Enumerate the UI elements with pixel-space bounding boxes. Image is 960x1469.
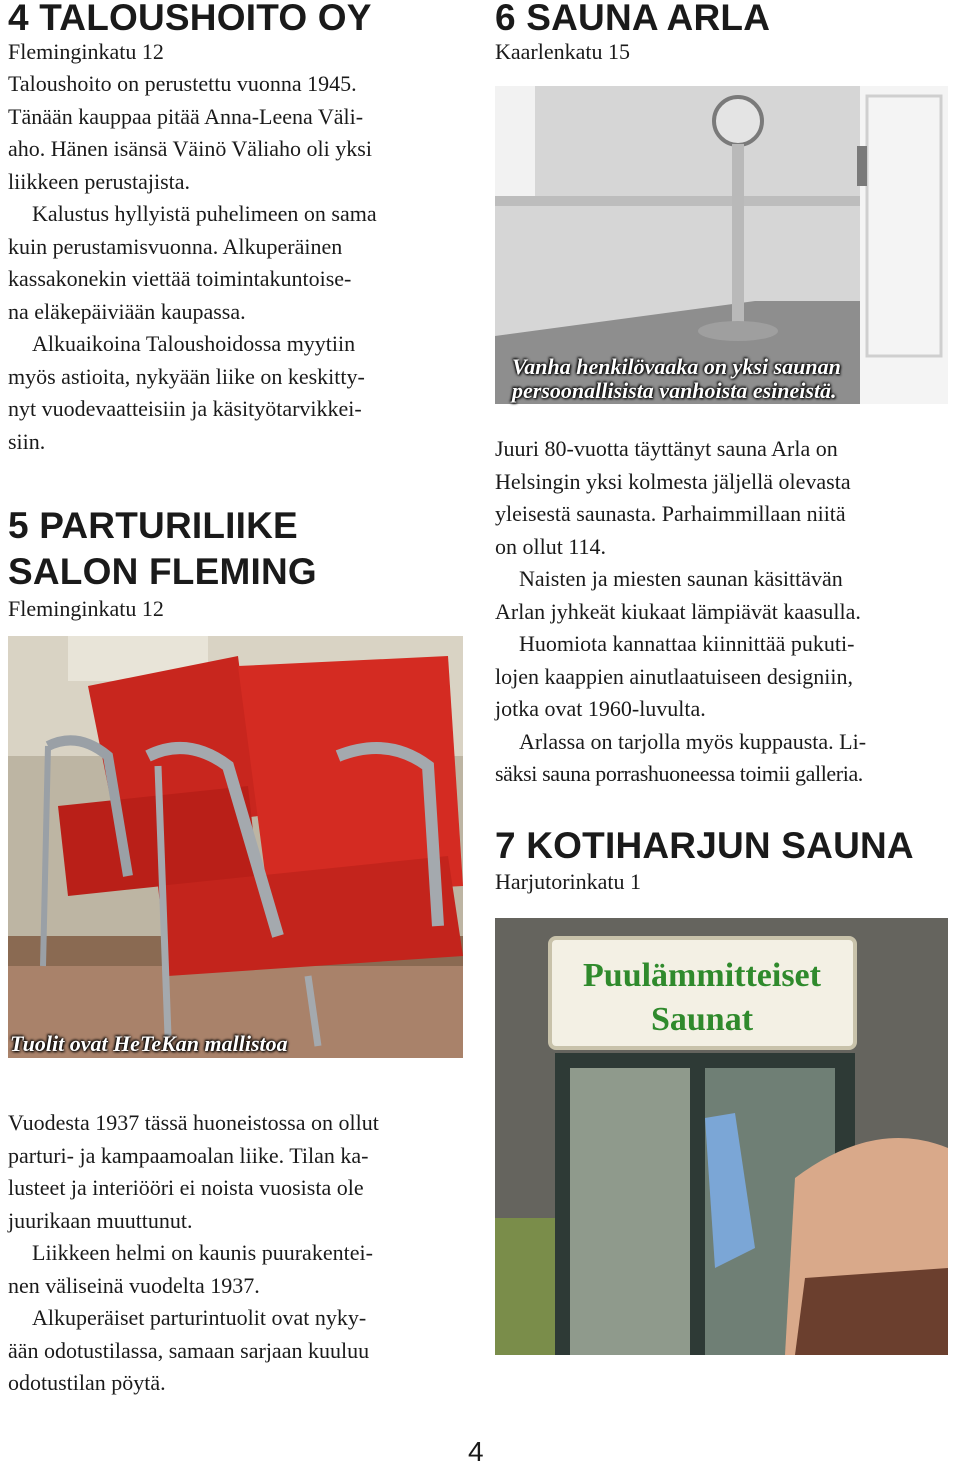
section5-line: lusteet ja interiööri ei noista vuosista ole	[8, 1175, 364, 1200]
scale-photo-caption	[512, 355, 841, 403]
sauna-entrance-illustration	[495, 918, 948, 1355]
section5-text	[8, 1107, 463, 1400]
sign-line1: Puulämmitteiset	[583, 957, 821, 994]
section5-address: Fleminginkatu 12	[8, 596, 164, 621]
right-column	[495, 0, 951, 68]
section6-line: yleisestä saunasta. Parhaimmillaan niitä	[495, 501, 846, 526]
section6-text	[495, 433, 951, 791]
section4-address: Fleminginkatu 12	[8, 39, 164, 64]
section4-line: kassakonekin viettää toimintakuntoise-	[8, 266, 352, 291]
section4-title: 4 TALOUSHOITO OY	[8, 0, 372, 38]
section4-line: liikkeen perustajista.	[8, 168, 191, 194]
section5-line: nen väliseinä vuodelta 1937.	[8, 1272, 260, 1298]
sign-line2: Saunat	[650, 1001, 754, 1038]
section4-line: kuin perustamisvuonna. Alkuperäinen	[8, 233, 343, 259]
section5-title-line1: 5 PARTURILIIKE	[8, 505, 298, 546]
section4-line: aho. Hänen isänsä Väinö Väliaho oli yksi	[8, 136, 372, 161]
section7-address: Harjutorinkatu 1	[495, 869, 642, 894]
section6-line: Juuri 80-vuotta täyttänyt sauna Arla on	[495, 436, 838, 461]
section4-line: Alkuaikoina Taloushoidossa myytiin	[32, 331, 356, 356]
scale-caption-line2: persoonallisista vanhoista esineistä.	[512, 378, 837, 403]
section6-title: 6 SAUNA ARLA	[495, 0, 771, 38]
section4-text	[8, 68, 463, 458]
section4-line: siin.	[8, 428, 46, 454]
barber-chairs-illustration	[8, 636, 463, 1058]
section6-line: on ollut 114.	[495, 533, 607, 559]
scale-caption-line1: Vanha henkilövaaka on yksi saunan	[512, 354, 841, 379]
section6-line: säksi sauna porrashuoneessa toimii galleria.	[495, 761, 863, 786]
section4-line: myös astioita, nykyään liike on keskitty-	[8, 363, 365, 389]
page-number: 4	[468, 1436, 484, 1467]
barber-chairs-photo	[8, 636, 463, 1058]
section5-line: juurikaan muuttunut.	[8, 1207, 193, 1233]
section6-line: Naisten ja miesten saunan käsittävän	[519, 566, 843, 591]
barber-photo-caption: Tuolit ovat HeTeKan mallistoa	[10, 1031, 288, 1056]
section5-title-line2: SALON FLEMING	[8, 551, 317, 592]
section6-line: Huomiota kannattaa kiinnittää pukuti-	[519, 631, 855, 656]
section4-line: Kalustus hyllyistä puhelimeen on sama	[32, 201, 377, 226]
section5-line: ään odotustilassa, samaan sarjaan kuuluu	[8, 1337, 370, 1363]
section4-line: na eläkepäiviään kaupassa.	[8, 298, 246, 324]
section6-line: lojen kaappien ainutlaatuiseen designiin,	[495, 663, 854, 689]
section5-line: Alkuperäiset parturintuolit ovat nyky-	[32, 1305, 367, 1330]
section6-line: jotka ovat 1960-luvulta.	[495, 696, 706, 721]
section5-line: Liikkeen helmi on kaunis puurakentei-	[32, 1240, 373, 1265]
sauna-entrance-photo	[495, 918, 948, 1355]
left-column	[8, 0, 463, 625]
section5-line: parturi- ja kampaamoalan liike. Tilan ka-	[8, 1142, 369, 1168]
section7-title: 7 KOTIHARJUN SAUNA	[495, 825, 914, 866]
section6-line: Arlan jyhkeät kiukaat lämpiävät kaasulla.	[495, 598, 861, 624]
section5-line: Vuodesta 1937 tässä huoneistossa on ollut	[8, 1110, 379, 1135]
section4-line: Tänään kauppaa pitää Anna-Leena Väli-	[8, 103, 364, 129]
section6-address: Kaarlenkatu 15	[495, 39, 630, 64]
section5-title	[8, 503, 463, 595]
section6-line: Helsingin yksi kolmesta jäljellä olevasta	[495, 468, 851, 494]
section7-header	[495, 824, 951, 898]
section6-line: Arlassa on tarjolla myös kuppausta. Li-	[519, 728, 867, 754]
section4-line: nyt vuodevaatteisiin ja käsityötarvikkei-	[8, 396, 362, 421]
section4-line: Taloushoito on perustettu vuonna 1945.	[8, 71, 357, 96]
section5-line: odotustilan pöytä.	[8, 1370, 166, 1395]
